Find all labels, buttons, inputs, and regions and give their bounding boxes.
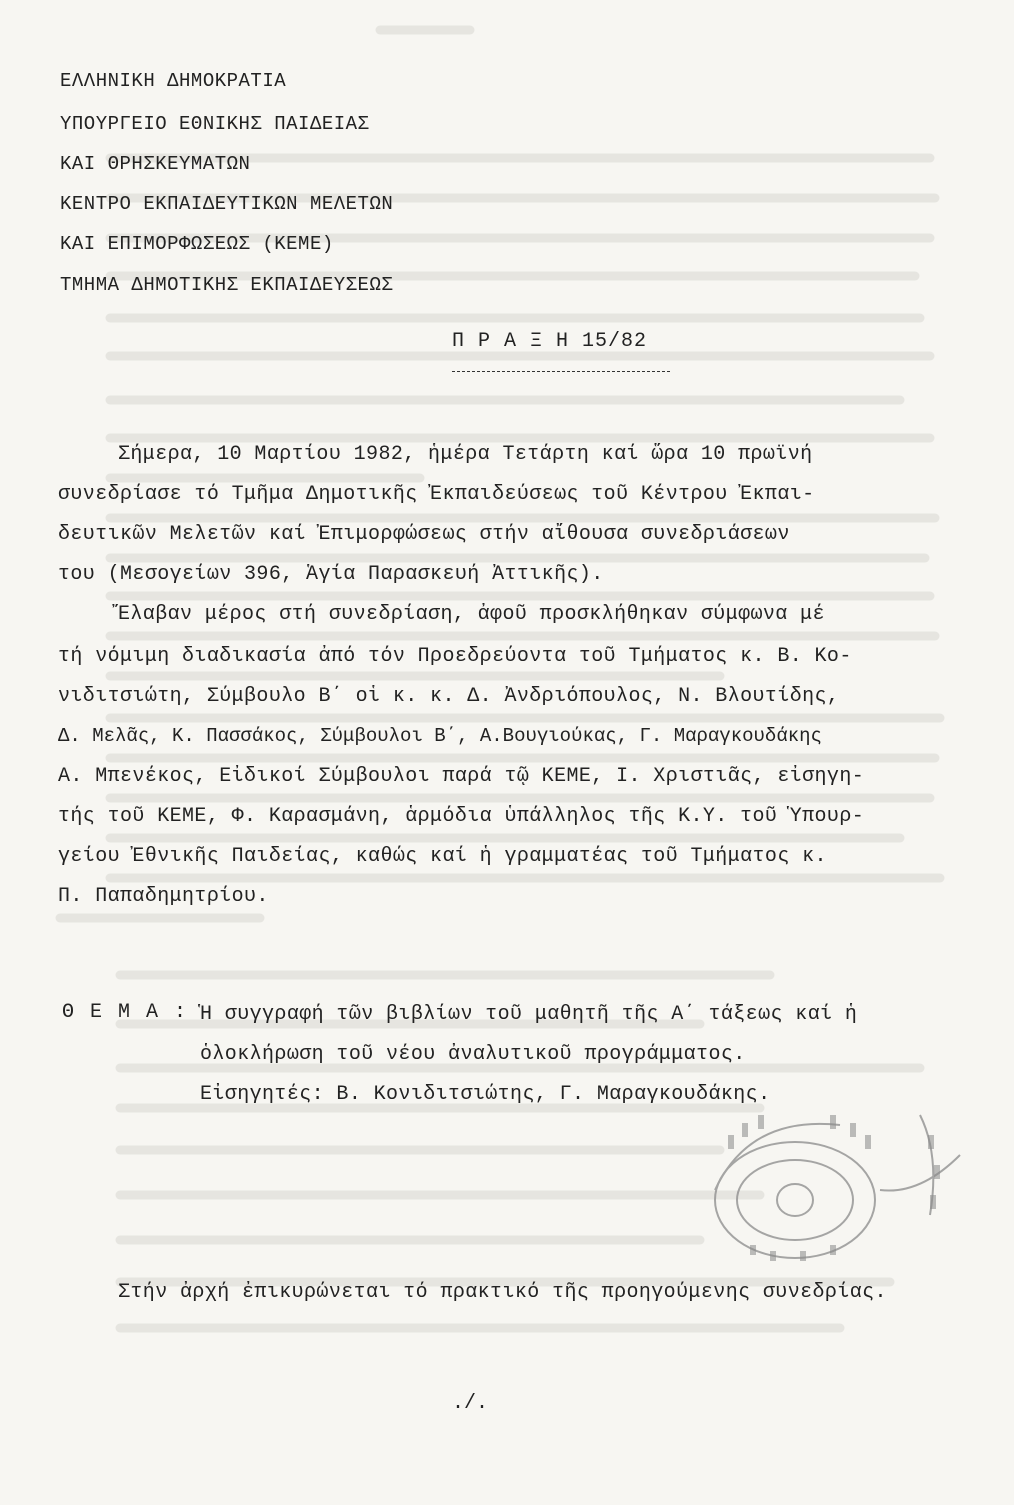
body-line-12: Π. Παπαδημητρίου. (58, 885, 269, 908)
body-line-4: του (Μεσογείων 396, Ἁγία Παρασκευή Ἀττικῆς). (58, 563, 604, 586)
body-line-7: νιδιτσιώτη, Σύμβουλο Β΄ οἱ κ. κ. Δ. Ἀνδριόπουλος, Ν. Βλουτίδης, (58, 685, 840, 708)
body-line-1: Σήμερα, 10 Μαρτίου 1982, ἡμέρα Τετάρτη καί ὥρα 10 πρωϊνή (118, 443, 813, 466)
header-line-3: ΚΑΙ ΘΡΗΣΚΕΥΜΑΤΩΝ (60, 153, 251, 175)
header-line-1: ΕΛΛΗΝΙΚΗ ΔΗΜΟΚΡΑΤΙΑ (60, 70, 287, 92)
header-line-5: ΚΑΙ ΕΠΙΜΟΡΦΩΣΕΩΣ (ΚΕΜΕ) (60, 233, 334, 255)
official-stamp (690, 1095, 980, 1265)
continuation-mark: ./. (452, 1392, 489, 1415)
closing-line: Στήν ἀρχή ἐπικυρώνεται τό πρακτικό τῆς προηγούμενης συνεδρίας. (118, 1281, 887, 1304)
document-title: Π Ρ Α Ξ Η 15/82 (452, 330, 648, 353)
theme-label: Θ Ε Μ Α : (62, 1001, 189, 1024)
header-line-6: ΤΜΗΜΑ ΔΗΜΟΤΙΚΗΣ ΕΚΠΑΙΔΕΥΣΕΩΣ (60, 274, 394, 296)
body-line-8: Δ. Μελᾶς, Κ. Πασσάκος, Σύμβουλοι Β΄, Α.Βουγιούκας, Γ. Μαραγκουδάκης (58, 725, 822, 747)
header-line-4: ΚΕΝΤΡΟ ΕΚΠΑΙΔΕΥΤΙΚΩΝ ΜΕΛΕΤΩΝ (60, 193, 394, 215)
body-line-3: δευτικῶν Μελετῶν καί Ἐπιμορφώσεως στήν αἴθουσα συνεδριάσεων (58, 523, 790, 546)
header-line-2: ΥΠΟΥΡΓΕΙΟ ΕΘΝΙΚΗΣ ΠΑΙΔΕΙΑΣ (60, 113, 370, 135)
theme-line-1: Ἡ συγγραφή τῶν βιβλίων τοῦ μαθητῆ τῆς Α΄ τάξεως καί ἡ (200, 1003, 858, 1026)
body-line-10: τής τοῦ ΚΕΜΕ, Φ. Καρασμάνη, ἁρμόδια ὑπάλληλος τῆς Κ.Υ. τοῦ Ὑπουρ- (58, 805, 865, 828)
body-line-2: συνεδρίασε τό Τμῆμα Δημοτικῆς Ἐκπαιδεύσεως τοῦ Κέντρου Ἐκπαι- (58, 483, 815, 506)
body-line-6: τή νόμιμη διαδικασία ἀπό τόν Προεδρεύοντα τοῦ Τμήματος κ. Β. Κο- (58, 645, 852, 668)
theme-line-2: ὁλοκλήρωση τοῦ νέου ἀναλυτικοῦ προγράμματος. (200, 1043, 746, 1066)
body-line-5: Ἔλαβαν μέρος στή συνεδρίαση, ἀφοῦ προσκλήθηκαν σύμφωνα μέ (118, 603, 825, 626)
body-line-11: γείου Ἐθνικῆς Παιδείας, καθώς καί ἡ γραμματέας τοῦ Τμήματος κ. (58, 845, 827, 868)
title-underline (452, 371, 670, 372)
theme-rapporteurs: Εἰσηγητές: Β. Κονιδιτσιώτης, Γ. Μαραγκουδάκης. (200, 1083, 771, 1106)
body-line-9: Α. Μπενέκος, Εἰδικοί Σύμβουλοι παρά τῷ ΚΕΜΕ, Ι. Χριστιᾶς, εἰσηγη- (58, 765, 865, 788)
